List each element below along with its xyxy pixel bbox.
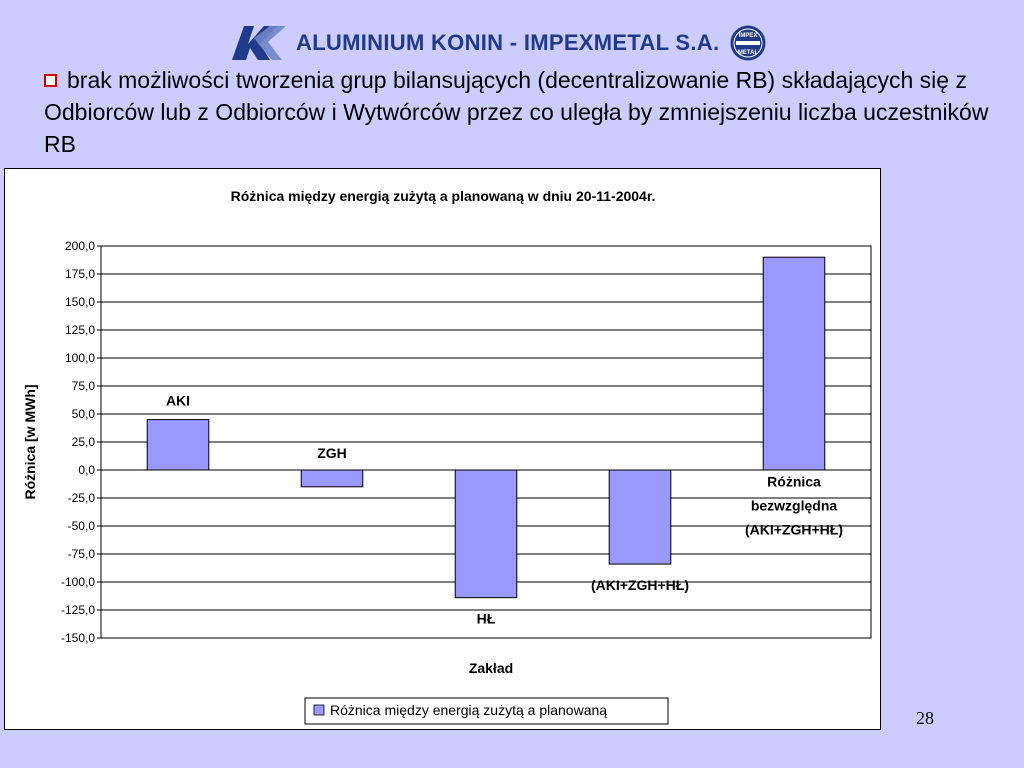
chart-legend (305, 698, 668, 724)
y-tick-label: -100,0 (60, 575, 95, 589)
bar-data-label: HŁ (476, 610, 496, 627)
y-axis-label: Różnica [w MWh] (22, 384, 38, 500)
legend-swatch (314, 705, 324, 715)
chart-title: Różnica między energią zużytą a planowaną w dniu 20-11-2004r. (230, 188, 656, 204)
bar-data-label: Różnica (767, 473, 821, 490)
bar (147, 420, 209, 470)
bullet-text: brak możliwości tworzenia grup bilansujących (decentralizowanie RB) składających się z Odbiorców lub z Odbiorców i Wytwórców przez co uległa by zmniejszeniu liczba uczestników RB (44, 67, 989, 157)
bar-data-label: bezwzględna (750, 497, 838, 514)
bar-chart (5, 169, 880, 729)
bar (301, 470, 363, 487)
seal-text-top: IMPEX (739, 33, 758, 39)
bar-data-label: AKI (165, 392, 191, 409)
bar (455, 470, 517, 598)
y-tick-label: 0,0 (78, 463, 95, 477)
bar-data-label: (AKI+ZGH+HŁ) (591, 577, 689, 594)
y-tick-label: 175,0 (64, 267, 95, 281)
y-tick-label: -50,0 (67, 519, 95, 533)
bar-data-label: (AKI+ZGH+HŁ) (745, 521, 843, 538)
company-name: ALUMINIUM KONIN - IMPEXMETAL S.A. (296, 30, 720, 55)
bullet-point (44, 64, 1014, 160)
legend-label: Różnica między energią zużytą a planowaną (330, 702, 608, 718)
slide-header (230, 22, 830, 64)
y-tick-label: -75,0 (67, 547, 95, 561)
konin-k-logo-icon (230, 24, 288, 62)
impexmetal-seal-icon (729, 24, 767, 62)
chart-bars (147, 257, 825, 597)
chart-frame (4, 168, 881, 730)
page-number: 28 (916, 708, 934, 728)
y-tick-label: -150,0 (60, 631, 95, 645)
seal-text-bottom: METAL (738, 50, 759, 56)
y-tick-label: 200,0 (64, 239, 95, 253)
y-tick-label: 150,0 (64, 295, 95, 309)
x-axis-label: Zakład (468, 660, 514, 676)
y-tick-label: 50,0 (71, 407, 95, 421)
y-tick-label: 25,0 (71, 435, 95, 449)
y-tick-label: 100,0 (64, 351, 95, 365)
y-tick-label: -125,0 (60, 603, 95, 617)
bar (609, 470, 671, 564)
y-tick-label: -25,0 (67, 491, 95, 505)
bar-data-label: ZGH (317, 445, 347, 461)
y-tick-label: 75,0 (71, 379, 95, 393)
y-axis-ticks (61, 239, 101, 645)
y-tick-label: 125,0 (64, 323, 95, 337)
bullet-square-icon (44, 74, 57, 87)
bar (763, 257, 825, 470)
